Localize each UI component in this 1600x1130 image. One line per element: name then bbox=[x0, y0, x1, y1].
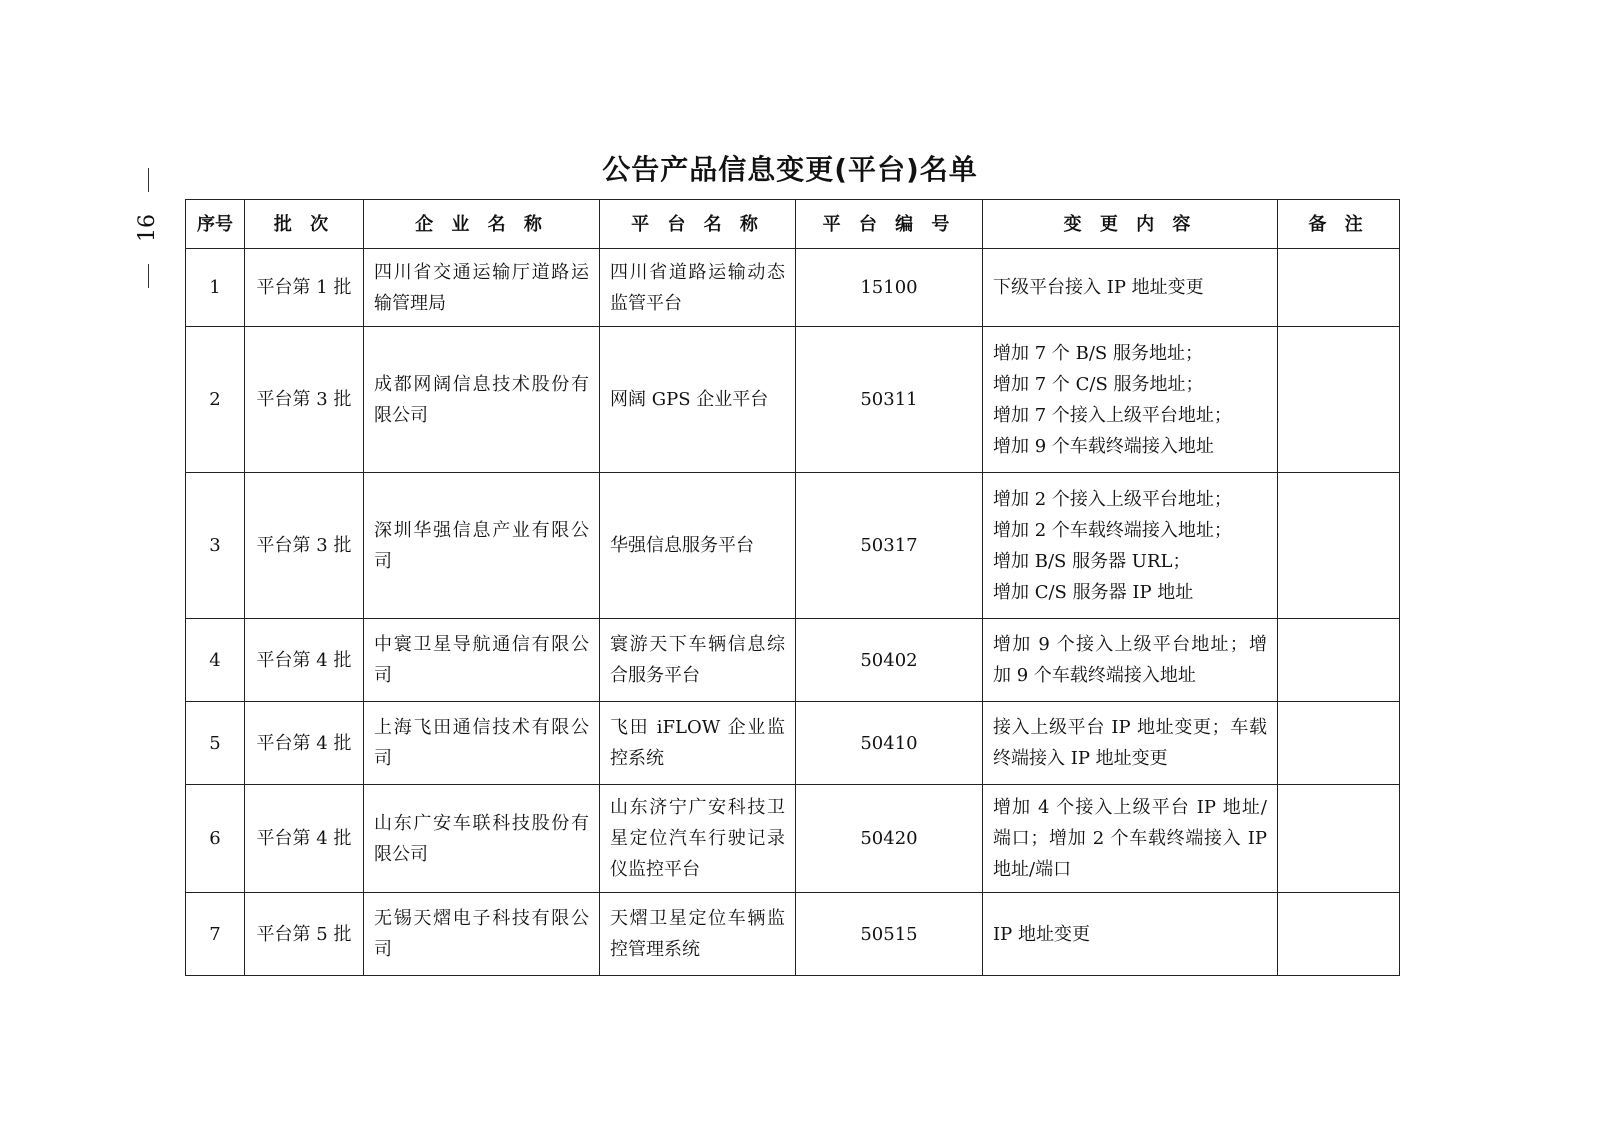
change-line: 增加 C/S 服务器 IP 地址 bbox=[993, 581, 1194, 603]
page-number-rule-top bbox=[148, 168, 149, 192]
cell-company: 中寰卫星导航通信有限公司 bbox=[364, 619, 600, 702]
table-row bbox=[186, 473, 1400, 619]
change-line: 增加 4 个接入上级平台 IP 地址/端口；增加 2 个车载终端接入 IP 地址/端口 bbox=[993, 797, 1267, 880]
cell-company: 四川省交通运输厅道路运输管理局 bbox=[364, 249, 600, 327]
table-body bbox=[186, 249, 1400, 976]
cell-batch: 平台第 5 批 bbox=[245, 893, 364, 976]
header-remark: 备 注 bbox=[1278, 200, 1400, 249]
cell-seq: 3 bbox=[186, 473, 245, 619]
change-line: 增加 7 个 C/S 服务地址； bbox=[993, 373, 1204, 395]
change-list-table bbox=[185, 199, 1400, 976]
change-line: 增加 9 个车载终端接入地址 bbox=[993, 435, 1214, 457]
change-line: 增加 7 个 B/S 服务地址； bbox=[993, 342, 1203, 364]
cell-remark bbox=[1278, 473, 1400, 619]
cell-change bbox=[983, 473, 1278, 619]
table-header-row bbox=[186, 200, 1400, 249]
page-number bbox=[128, 168, 168, 288]
header-change: 变 更 内 容 bbox=[983, 200, 1278, 249]
change-line: IP 地址变更 bbox=[993, 923, 1090, 945]
cell-seq: 1 bbox=[186, 249, 245, 327]
cell-change bbox=[983, 785, 1278, 893]
cell-platform-name: 寰游天下车辆信息综合服务平台 bbox=[600, 619, 796, 702]
cell-remark bbox=[1278, 619, 1400, 702]
change-line: 增加 7 个接入上级平台地址； bbox=[993, 404, 1232, 426]
cell-remark bbox=[1278, 327, 1400, 473]
header-batch: 批 次 bbox=[245, 200, 364, 249]
cell-company: 成都网阔信息技术股份有限公司 bbox=[364, 327, 600, 473]
change-line: 接入上级平台 IP 地址变更；车载终端接入 IP 地址变更 bbox=[993, 717, 1267, 769]
cell-platform-no: 50515 bbox=[796, 893, 983, 976]
change-line: 增加 2 个车载终端接入地址； bbox=[993, 519, 1232, 541]
page-title: 公告产品信息变更(平台)名单 bbox=[602, 153, 978, 186]
table-row bbox=[186, 702, 1400, 785]
table-row bbox=[186, 785, 1400, 893]
cell-platform-no: 15100 bbox=[796, 249, 983, 327]
cell-batch: 平台第 4 批 bbox=[245, 702, 364, 785]
cell-platform-name: 网阔 GPS 企业平台 bbox=[600, 327, 796, 473]
header-platform-name: 平 台 名 称 bbox=[600, 200, 796, 249]
change-line: 增加 B/S 服务器 URL； bbox=[993, 550, 1191, 572]
cell-change bbox=[983, 249, 1278, 327]
cell-platform-name: 飞田 iFLOW 企业监控系统 bbox=[600, 702, 796, 785]
cell-platform-name: 天熠卫星定位车辆监控管理系统 bbox=[600, 893, 796, 976]
cell-platform-no: 50311 bbox=[796, 327, 983, 473]
cell-company: 上海飞田通信技术有限公司 bbox=[364, 702, 600, 785]
change-line: 下级平台接入 IP 地址变更 bbox=[993, 277, 1204, 298]
table-row bbox=[186, 893, 1400, 976]
cell-seq: 4 bbox=[186, 619, 245, 702]
cell-company: 山东广安车联科技股份有限公司 bbox=[364, 785, 600, 893]
cell-seq: 2 bbox=[186, 327, 245, 473]
header-platform-no: 平 台 编 号 bbox=[796, 200, 983, 249]
cell-batch: 平台第 3 批 bbox=[245, 473, 364, 619]
table-row bbox=[186, 327, 1400, 473]
cell-change bbox=[983, 893, 1278, 976]
header-company: 企 业 名 称 bbox=[364, 200, 600, 249]
cell-batch: 平台第 3 批 bbox=[245, 327, 364, 473]
cell-batch: 平台第 4 批 bbox=[245, 619, 364, 702]
cell-seq: 5 bbox=[186, 702, 245, 785]
cell-company: 深圳华强信息产业有限公司 bbox=[364, 473, 600, 619]
cell-remark bbox=[1278, 702, 1400, 785]
change-line: 增加 2 个接入上级平台地址； bbox=[993, 488, 1232, 510]
cell-change bbox=[983, 619, 1278, 702]
cell-change bbox=[983, 702, 1278, 785]
cell-platform-no: 50317 bbox=[796, 473, 983, 619]
cell-platform-name: 四川省道路运输动态监管平台 bbox=[600, 249, 796, 327]
cell-remark bbox=[1278, 893, 1400, 976]
table-row bbox=[186, 249, 1400, 327]
cell-platform-name: 山东济宁广安科技卫星定位汽车行驶记录仪监控平台 bbox=[600, 785, 796, 893]
cell-platform-name: 华强信息服务平台 bbox=[600, 473, 796, 619]
cell-seq: 7 bbox=[186, 893, 245, 976]
cell-platform-no: 50420 bbox=[796, 785, 983, 893]
header-seq: 序号 bbox=[186, 200, 245, 249]
cell-platform-no: 50402 bbox=[796, 619, 983, 702]
page-number-value: 16 bbox=[135, 214, 160, 242]
cell-platform-no: 50410 bbox=[796, 702, 983, 785]
cell-batch: 平台第 1 批 bbox=[245, 249, 364, 327]
cell-company: 无锡天熠电子科技有限公司 bbox=[364, 893, 600, 976]
cell-remark bbox=[1278, 785, 1400, 893]
page-number-rule-bottom bbox=[148, 264, 149, 288]
cell-remark bbox=[1278, 249, 1400, 327]
table-row bbox=[186, 619, 1400, 702]
cell-batch: 平台第 4 批 bbox=[245, 785, 364, 893]
cell-change bbox=[983, 327, 1278, 473]
cell-seq: 6 bbox=[186, 785, 245, 893]
change-line: 增加 9 个接入上级平台地址；增加 9 个车载终端接入地址 bbox=[993, 634, 1267, 686]
